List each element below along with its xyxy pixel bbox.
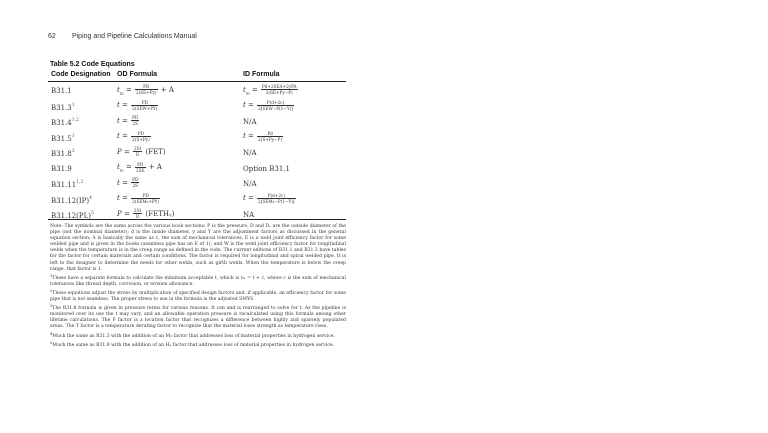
od-formula-cell <box>117 84 174 95</box>
id-lhs: t <box>243 194 246 202</box>
od-equals: = <box>119 178 131 187</box>
od-numerator: 2St <box>134 208 142 213</box>
id-lhs: t <box>243 101 246 109</box>
code-footnote-ref: 3 <box>71 149 75 154</box>
id-text: N/A <box>243 180 257 188</box>
od-numerator: PD <box>131 100 158 106</box>
od-lhs: t <box>117 85 120 94</box>
od-formula <box>117 194 161 202</box>
id-numerator: P(d+2c) <box>257 100 294 106</box>
column-header-code: Code Designation <box>51 71 111 78</box>
od-denominator: 2(SEW+PY) <box>132 105 158 111</box>
od-denominator: 2S <box>132 183 139 188</box>
code-designation <box>51 118 79 127</box>
code-designation <box>51 165 72 173</box>
od-numerator: PD <box>135 162 146 168</box>
od-equals: = <box>123 85 134 94</box>
id-equals: = <box>245 101 257 109</box>
id-fraction <box>257 131 283 142</box>
running-title: Piping and Pipeline Calculations Manual <box>71 33 197 40</box>
od-tail: (FET) <box>143 147 166 156</box>
id-formula-cell <box>243 165 290 173</box>
code-designation-label: B31.9 <box>51 164 72 173</box>
id-equals: = <box>245 194 257 202</box>
od-denominator: 2(SE+Py) <box>135 90 157 95</box>
code-footnote-ref: 1,2 <box>76 180 84 185</box>
od-lhs: t <box>117 132 120 140</box>
id-formula-cell <box>243 193 297 204</box>
od-denominator: 2SE <box>135 167 145 173</box>
od-denominator: 2(S+Py) <box>132 136 150 142</box>
column-header-id-formula: ID Formula <box>243 71 280 78</box>
od-formula <box>117 148 166 156</box>
page-number: 62 <box>48 33 56 40</box>
od-denominator: 2S <box>132 121 139 126</box>
id-equals: = <box>249 85 260 94</box>
id-formula-cell <box>243 131 284 142</box>
id-formula-cell <box>243 118 257 126</box>
id-text: N/A <box>243 118 257 126</box>
od-lhs: t <box>117 101 120 109</box>
id-lhs: t <box>243 85 246 94</box>
od-fraction <box>133 146 142 157</box>
footnote-marker: 5 <box>50 340 53 345</box>
id-denominator: 2(S+Py−P) <box>258 136 282 142</box>
od-fraction <box>131 193 160 204</box>
od-formula <box>117 117 140 125</box>
od-fraction <box>131 100 158 111</box>
id-formula <box>243 101 295 109</box>
od-fraction <box>131 131 151 142</box>
code-designation <box>51 180 83 189</box>
od-denominator: 2(SEM₂+PY) <box>132 198 160 204</box>
od-fraction <box>131 177 139 188</box>
code-designation <box>51 87 72 95</box>
table-bottom-rule <box>48 219 346 220</box>
od-lhs: t <box>117 116 120 125</box>
note-text: These equations adjust the stress by multiplication of specified design factors and, if applicable, an efficiency factor for some pipe that is not seamless. The proper stress to use in the formula is the adjusted SMYS. <box>50 290 346 303</box>
id-lhs-subscript: m <box>245 89 250 95</box>
od-equals: = <box>121 147 133 156</box>
od-formula-cell <box>117 146 166 157</box>
od-formula-cell <box>117 100 159 111</box>
id-formula <box>243 165 290 173</box>
od-fraction <box>135 84 158 95</box>
running-header <box>48 33 197 40</box>
id-formula <box>243 149 257 157</box>
od-tail: + A <box>158 85 174 94</box>
od-lhs: P <box>117 147 122 156</box>
id-text: NA <box>243 211 255 219</box>
code-footnote-ref: 4 <box>89 195 92 201</box>
table-footnote <box>50 340 346 349</box>
table-notes <box>50 224 346 349</box>
od-lhs-subscript: m <box>119 89 124 95</box>
code-designation-label: B31.12(IP) <box>51 196 90 205</box>
table-header-rule <box>48 81 346 82</box>
id-lhs: t <box>243 132 246 140</box>
od-lhs: t <box>117 163 120 171</box>
id-numerator: Pd+2SEA+2yPA <box>261 84 297 89</box>
id-formula <box>243 86 299 94</box>
code-footnote-ref: 5 <box>91 211 94 216</box>
id-formula-cell <box>243 180 257 188</box>
od-equals: = <box>119 101 131 109</box>
code-designation <box>51 134 75 143</box>
code-designation <box>51 149 75 158</box>
od-equals: = <box>121 209 133 218</box>
footnote-marker: 3 <box>50 304 53 309</box>
table-footnote <box>50 331 346 340</box>
id-formula-cell <box>243 211 254 219</box>
od-formula <box>117 163 162 171</box>
od-numerator: PD <box>132 115 139 120</box>
od-formula <box>117 210 174 218</box>
id-formula <box>243 211 254 219</box>
od-equals: = <box>123 163 134 171</box>
od-formula <box>117 86 174 94</box>
id-text: N/A <box>243 149 257 157</box>
code-designation-label: B31.5 <box>51 134 72 143</box>
id-formula <box>243 132 284 140</box>
od-tail: + A <box>146 163 162 171</box>
id-fraction <box>257 100 294 111</box>
od-numerator: 2St <box>134 146 142 151</box>
od-denominator: D <box>135 152 140 157</box>
table-footnote <box>50 273 346 288</box>
od-lhs: t <box>117 178 120 187</box>
id-denominator: 2[SEM₂−P(1−Y)] <box>258 198 295 204</box>
id-formula-cell <box>243 84 299 95</box>
od-formula-cell <box>117 193 161 204</box>
od-formula-cell <box>117 115 140 126</box>
od-numerator: PD <box>132 177 139 182</box>
code-designation-label: B31.3 <box>51 103 72 112</box>
code-designation-label: B31.8 <box>51 150 72 158</box>
id-formula <box>243 118 257 126</box>
id-denominator: 2[SEW−P(1−Y)] <box>258 105 293 111</box>
od-fraction <box>133 208 142 219</box>
od-formula-cell <box>117 177 140 188</box>
id-numerator: P(d+2c) <box>257 193 295 199</box>
footnote-marker: 4 <box>50 331 53 336</box>
table-caption: Table 5.2 Code Equations <box>50 61 135 68</box>
od-equals: = <box>119 132 131 140</box>
footnote-marker: 1 <box>50 273 53 278</box>
od-numerator: PD <box>131 131 151 137</box>
footnote-marker: 2 <box>50 288 53 293</box>
od-lhs: t <box>117 194 120 202</box>
id-formula-cell <box>243 149 257 157</box>
od-fraction <box>131 115 139 126</box>
code-designation <box>51 196 92 205</box>
od-formula <box>117 132 152 140</box>
od-formula <box>117 101 159 109</box>
code-designation-label: B31.1 <box>51 87 72 95</box>
od-lhs: P <box>117 209 122 218</box>
note-text: Much the same as B31.8 with the addition of an Hᵧ factor that addresses loss of material properties in hydrogen service. <box>52 342 335 348</box>
id-formula <box>243 180 257 188</box>
od-numerator: PD <box>131 193 160 199</box>
code-designation-label: B31.11 <box>51 181 77 189</box>
od-formula-cell <box>117 131 152 142</box>
od-numerator: PD <box>135 84 158 90</box>
table-note <box>50 224 346 273</box>
id-formula <box>243 194 297 202</box>
table-footnote <box>50 288 346 303</box>
column-header-od-formula: OD Formula <box>117 71 158 78</box>
code-designation-label: B31.4 <box>51 119 72 127</box>
note-text: These have a separate formula to calculate the minimum acceptable t, which is tₘ = t + c, where c is the sum of mechanical tolerances like thread depth, corrosion, or erosion allowance. <box>50 275 346 287</box>
od-formula-cell <box>117 208 174 219</box>
od-equals: = <box>119 116 131 125</box>
id-text: Option B31.1 <box>243 164 290 173</box>
id-denominator: 2(SE+Py−P) <box>265 90 293 95</box>
code-footnote-ref: 1 <box>71 133 75 139</box>
od-denominator: D <box>135 214 140 219</box>
id-fraction <box>261 84 298 95</box>
code-designation-label: B31.12(PL) <box>51 212 92 220</box>
od-fraction <box>135 162 146 173</box>
id-numerator: Pd <box>257 131 283 137</box>
id-equals: = <box>245 132 257 140</box>
note-text: Note: The symbols are the same across the various book sections: P is the pressure, D and Dₒ are the outside diameter of the pipe (not the nominal diameter); d is the inside diameter, y and Y are the adjustment factors as discussed in the general equation section; A is basically the same as c, the sum of mechanical tolerances; E is a weld joint efficiency factor for some welded pipe and is given in the books (seamless pipe has an E of 1); and W is the weld joint efficiency factor for longitudinal welds when the temperature is in the creep range as defined in the code. The current editions of B31.1 and B31.3 have tables for the factor for certain materials and certain conditions. The factor is required for longitudinal and spiral welded pipe. It is left to the designer to determine the needs for other welds, such as girth welds. When the temperature is below the creep range, that factor is 1. <box>50 224 346 272</box>
od-formula <box>117 179 140 187</box>
od-formula-cell <box>117 162 162 173</box>
code-footnote-ref: 1 <box>71 102 75 108</box>
note-text: Much the same as B31.3 with the addition of an M₂ factor that addresses loss of material properties in hydrogen service. <box>52 333 335 339</box>
code-footnote-ref: 1,2 <box>71 118 79 123</box>
od-lhs-subscript: m <box>119 167 124 173</box>
code-designation <box>51 103 75 112</box>
id-formula-cell <box>243 100 295 111</box>
id-fraction <box>257 193 295 204</box>
table-footnote <box>50 303 346 330</box>
od-tail: (FETHᵧ) <box>143 209 175 218</box>
note-text: The B31.8 formula is given in pressure terms for various reasons. It can and is rearranged to solve for t. As the pipeline is monitored over its use the t may vary, and an allowable operation pressure is recalculated using this formula among other lifetime calculations. The F factor is a location factor that recognizes a difference between highly and sparsely populated areas. The T factor is a temperature derating factor to recognize that the material loses strength as temperature rises. <box>50 306 346 330</box>
od-equals: = <box>119 194 131 202</box>
